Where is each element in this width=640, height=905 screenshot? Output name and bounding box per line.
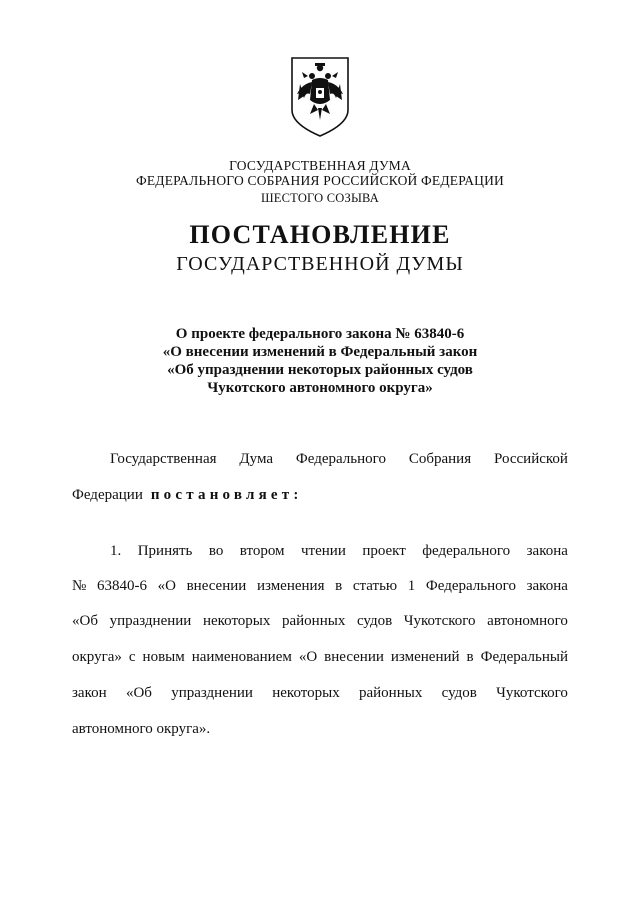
word: судов (356, 613, 393, 629)
header-convocation: ШЕСТОГО СОЗЫВА (260, 191, 380, 205)
word: федерального (422, 543, 511, 559)
word: «О (298, 649, 318, 665)
word: втором (239, 543, 285, 559)
resolution-verb: постановляет: (150, 487, 303, 503)
subject-line: Чукотского автономного округа» (207, 380, 433, 396)
word: «Об (72, 613, 98, 629)
word: во (208, 543, 224, 559)
subject-line: «Об упразднении некоторых районных судов (167, 362, 473, 378)
word: судов (441, 685, 477, 701)
word: Дума (239, 451, 274, 467)
preamble-text: Федерации (72, 487, 143, 503)
item-line (72, 648, 568, 666)
word: упразднении (109, 613, 192, 629)
subject-line: О проекте федерального закона № 63840-6 (175, 326, 465, 342)
word: наименованием (191, 649, 292, 665)
header-federal-assembly: ФЕДЕРАЛЬНОГО СОБРАНИЯ РОССИЙСКОЙ ФЕДЕРАЦИИ (136, 173, 504, 188)
word: закона (526, 578, 568, 594)
word: проект (362, 543, 406, 559)
word: Чукотского (496, 685, 568, 701)
word: Федерального (295, 451, 386, 467)
item-line (72, 612, 568, 630)
word: «Об (125, 685, 152, 701)
word: изменения (256, 578, 325, 594)
preamble-line (110, 450, 568, 468)
word: Чукотского (403, 613, 476, 629)
word: внесении (186, 578, 247, 594)
word: автономного (487, 613, 568, 629)
word: внесении (324, 649, 384, 665)
subject-line: «О внесении изменений в Федеральный закон (162, 344, 478, 360)
preamble-line (72, 486, 303, 504)
word: в (335, 578, 343, 594)
word: 1 (407, 578, 416, 594)
word: 63840-6 (96, 578, 147, 594)
word: чтении (301, 543, 346, 559)
word: Федерального (425, 578, 516, 594)
word: некоторых (272, 685, 340, 701)
word: закон (72, 685, 107, 701)
word: в (466, 649, 474, 665)
word: 1. (110, 543, 122, 559)
document-title: ПОСТАНОВЛЕНИЕ (189, 220, 451, 249)
word: новым (142, 649, 185, 665)
word: Федеральный (480, 649, 568, 665)
word: Принять (137, 543, 193, 559)
word: районных (359, 685, 423, 701)
word: округа» (72, 649, 122, 665)
word: районных (282, 613, 346, 629)
word: Собрания (408, 451, 472, 467)
item-line (72, 577, 568, 595)
header-organization: ГОСУДАРСТВЕННАЯ ДУМА (229, 158, 411, 173)
word: некоторых (202, 613, 271, 629)
word: № (72, 578, 87, 594)
word: статью (352, 578, 398, 594)
word: упразднении (171, 685, 253, 701)
coat-of-arms-icon (288, 54, 352, 140)
word: изменений (390, 649, 460, 665)
item-line (72, 684, 568, 702)
word: Российской (494, 451, 568, 467)
item-line (110, 542, 568, 560)
word: «О (157, 578, 176, 594)
word: закона (526, 543, 568, 559)
word: с (128, 649, 136, 665)
word: Государственная (110, 451, 217, 467)
item-line: автономного округа». (72, 721, 211, 737)
document-subtitle: ГОСУДАРСТВЕННОЙ ДУМЫ (176, 253, 464, 275)
